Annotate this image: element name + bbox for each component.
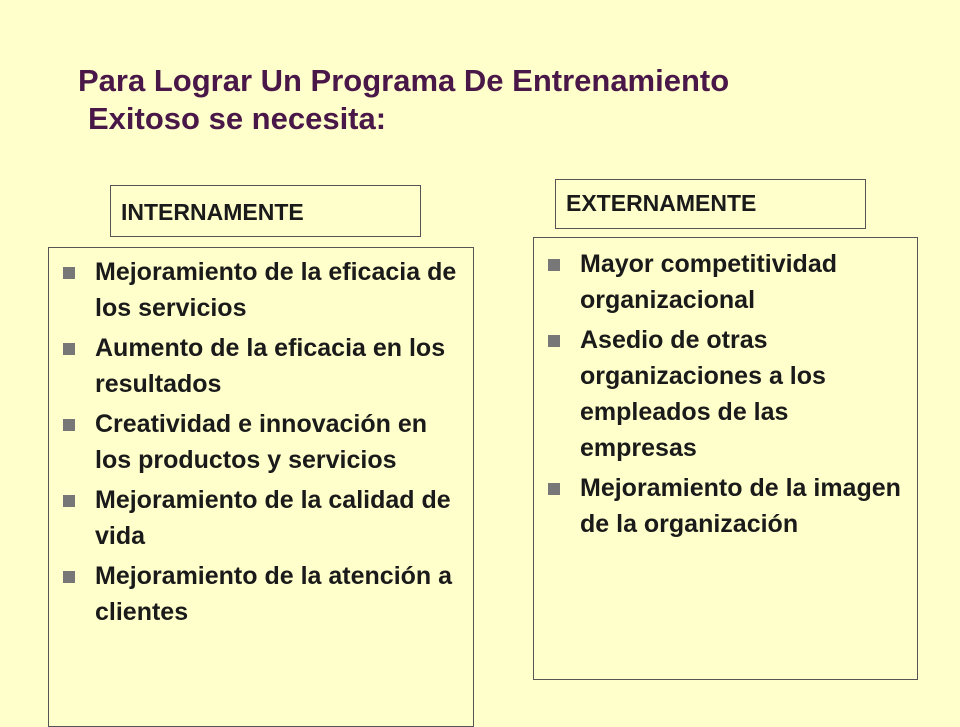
square-bullet-icon (63, 267, 75, 279)
list-item (49, 482, 467, 554)
list-item (49, 330, 467, 402)
square-bullet-icon (63, 495, 75, 507)
square-bullet-icon (548, 483, 560, 495)
square-bullet-icon (548, 259, 560, 271)
list-item-text: Mejoramiento de la eficacia de los servicios (95, 258, 457, 322)
title-line-2: Exitoso se necesita: (88, 101, 387, 136)
internal-list-box (48, 247, 474, 727)
internal-list (49, 248, 473, 630)
list-item (534, 322, 911, 466)
external-list (534, 238, 917, 542)
title-line-1: Para Lograr Un Programa De Entrenamiento (78, 63, 730, 98)
list-item-text: Mejoramiento de la imagen de la organización (580, 474, 901, 538)
list-item (534, 246, 911, 318)
list-item (534, 470, 911, 542)
list-item-text: Mayor competitividad organizacional (580, 250, 837, 314)
list-item-text: Creatividad e innovación en los productos y servicios (95, 410, 428, 474)
external-list-box (533, 237, 918, 680)
list-item (49, 406, 467, 478)
internal-label: INTERNAMENTE (110, 185, 421, 237)
external-label: EXTERNAMENTE (555, 179, 866, 229)
list-item (49, 254, 467, 326)
list-item-text: Mejoramiento de la calidad de vida (95, 486, 451, 550)
list-item-text: Asedio de otras organizaciones a los empleados de las empresas (580, 326, 826, 462)
square-bullet-icon (63, 571, 75, 583)
list-item-text: Aumento de la eficacia en los resultados (95, 334, 446, 398)
square-bullet-icon (63, 419, 75, 431)
list-item (49, 558, 467, 630)
square-bullet-icon (548, 335, 560, 347)
square-bullet-icon (63, 343, 75, 355)
list-item-text: Mejoramiento de la atención a clientes (95, 562, 453, 626)
slide-title (78, 62, 918, 138)
